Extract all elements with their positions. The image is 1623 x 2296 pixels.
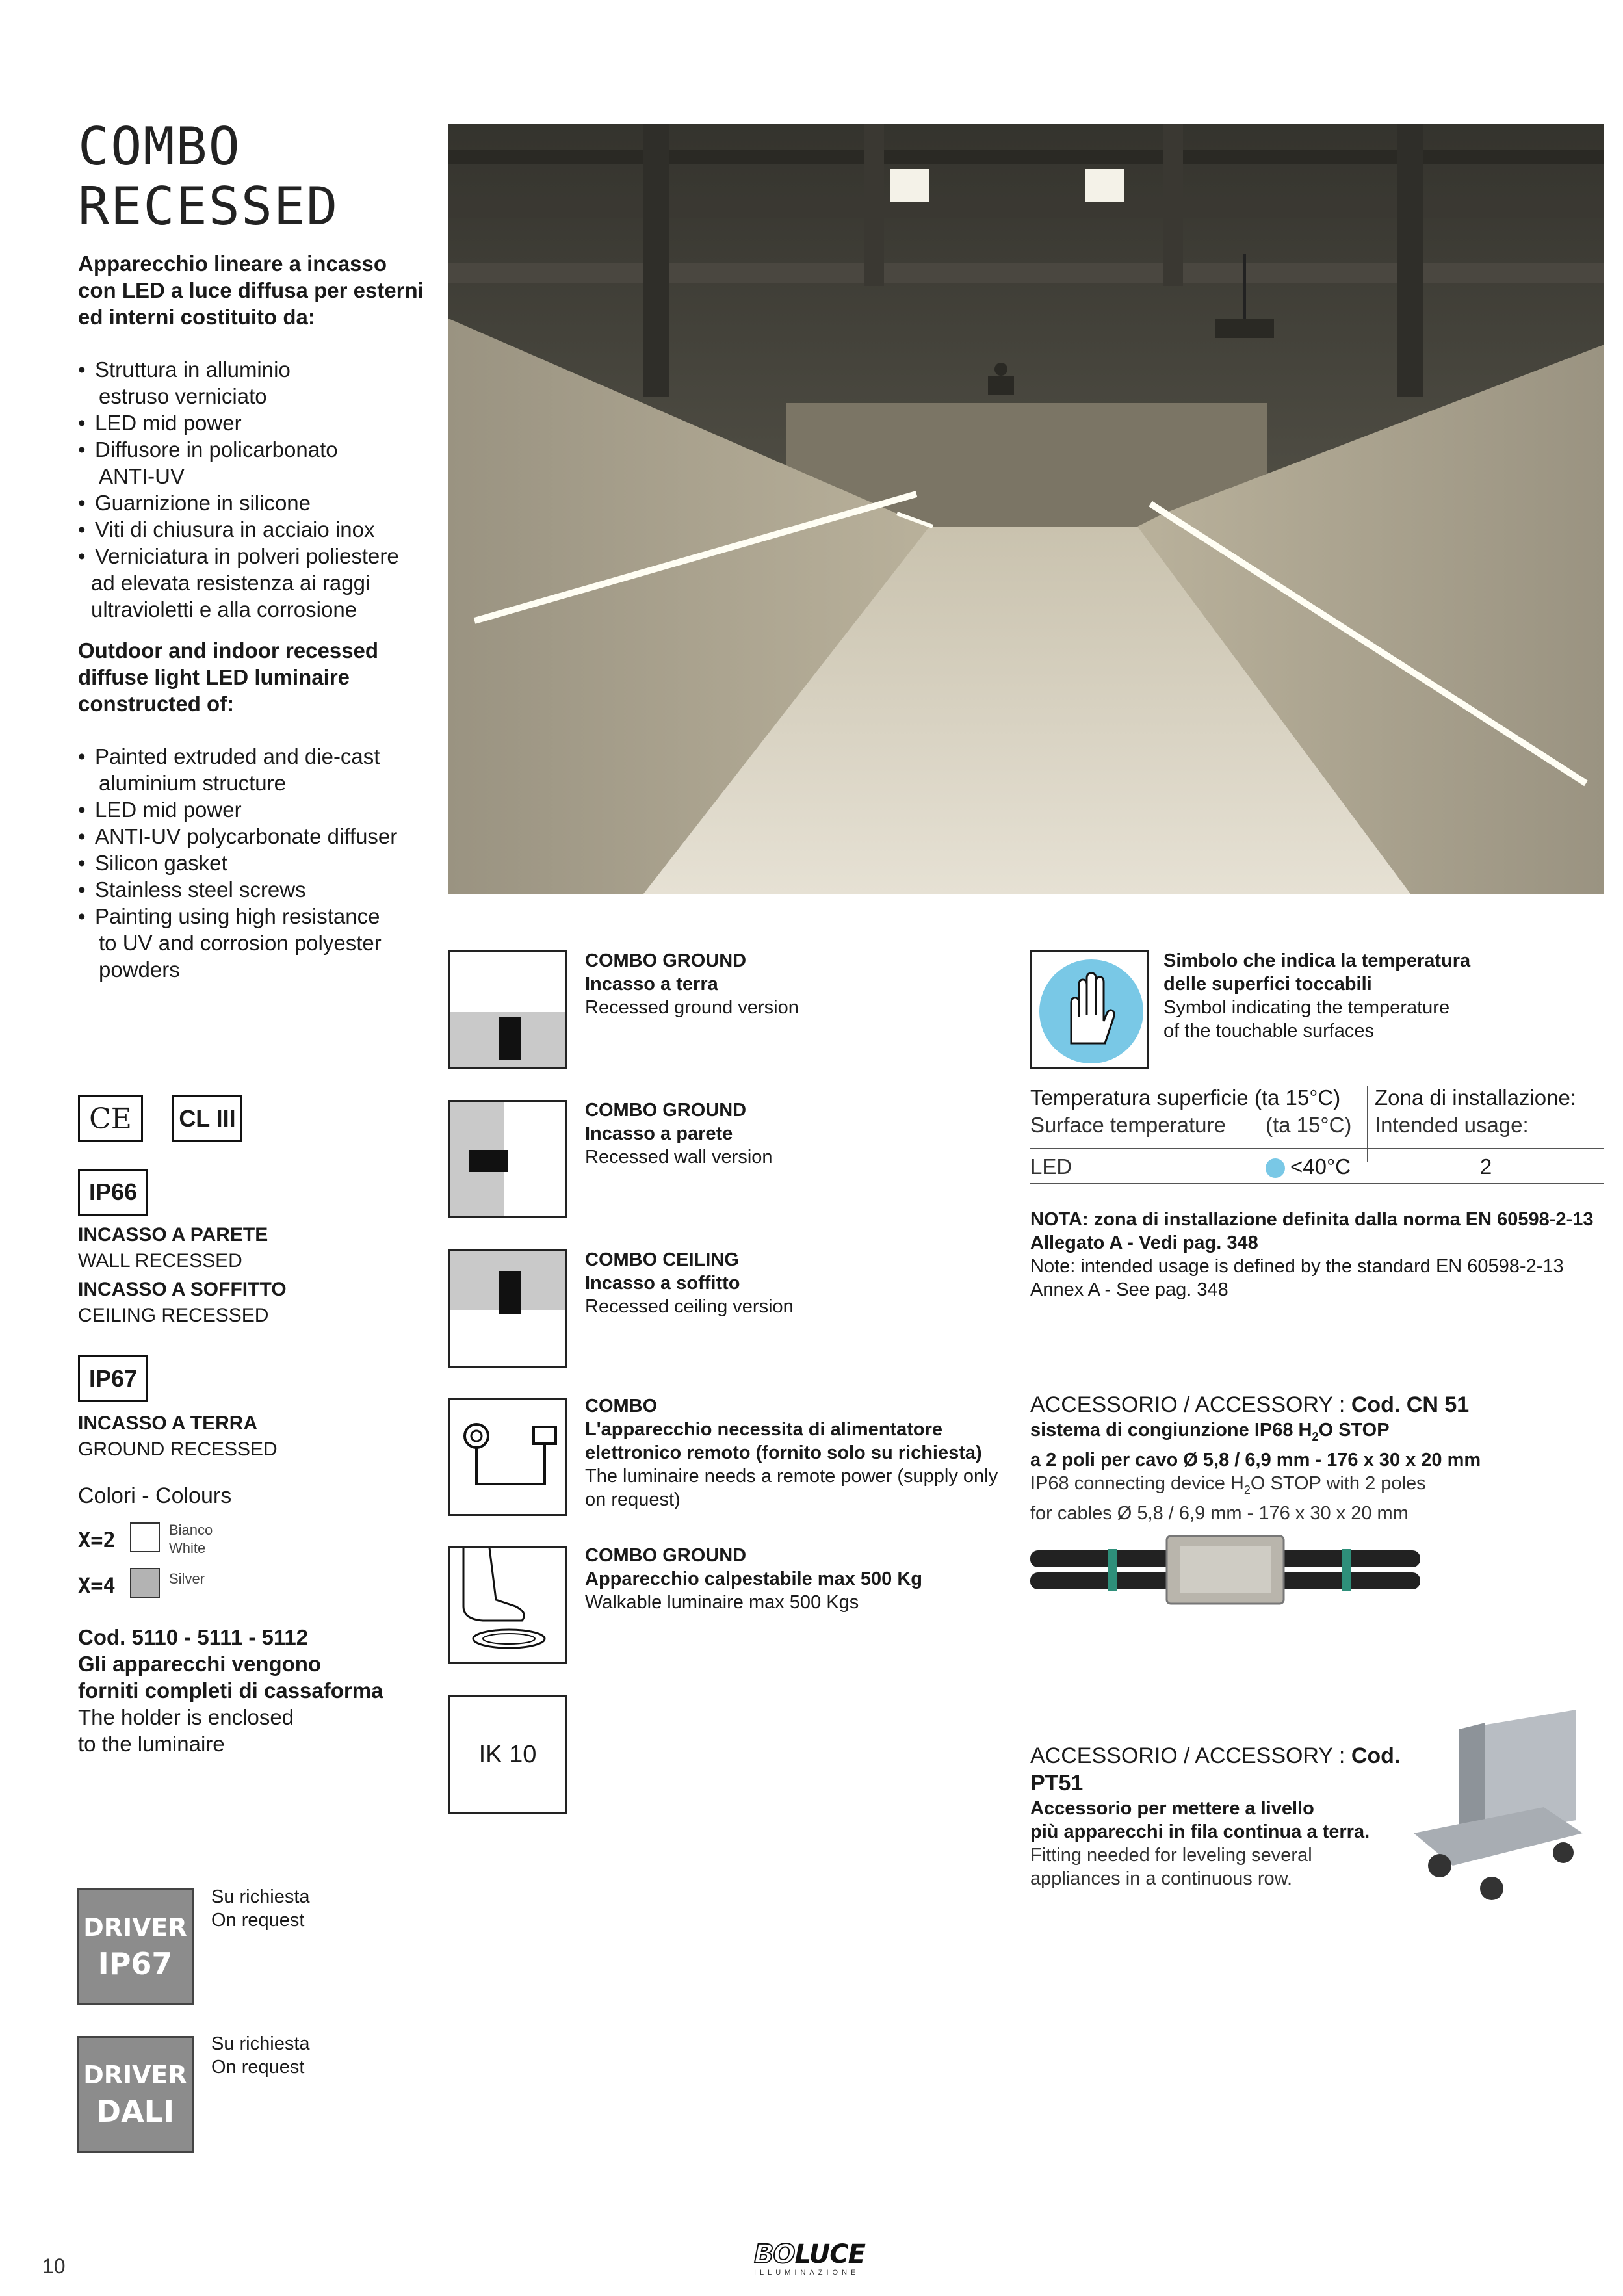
ce-mark-icon: CE (78, 1095, 143, 1142)
page-number: 10 (42, 2254, 66, 2278)
page-title: COMBO RECESSED (78, 116, 339, 237)
list-item: estruso verniciato (99, 384, 267, 408)
description-it: Apparecchio lineare a incasso con LED a luce diffusa per esterni ed interni costituito da: • Struttura in alluminio estruso verniciato • LED mid power • Diffusore in policarbonato ANTI-UV • Guarnizione in silicone • Viti di chiusura in acciaio inox • Verniciatura in polveri poliestere ad elevata resistenza ai raggi ultravioletti e alla corrosione (78, 250, 429, 623)
colours-heading: Colori - Colours (78, 1483, 232, 1508)
ground-version-icon (448, 950, 567, 1069)
version-walkable: COMBO GROUND Apparecchio calpestabile max 500 Kg Walkable luminaire max 500 Kgs (585, 1545, 922, 1613)
driver-dali-note: Su richiesta On request (211, 2033, 310, 2078)
version-ceiling: COMBO CEILING Incasso a soffitto Recessed ceiling version (585, 1249, 794, 1317)
list-item: • ANTI-UV polycarbonate diffuser (78, 823, 429, 850)
connector-photo (1030, 1531, 1420, 1609)
colour-option-white: X=2 Bianco White (78, 1522, 213, 1556)
driver-ip67-note: Su richiesta On request (211, 1886, 310, 1931)
description-en: Outdoor and indoor recessed diffuse light LED luminaire constructed of: • Painted extruded and die-cast aluminium structure • LED mid power • ANTI-UV polycarbonate diffuser • Silicon gasket • Stainless steel screws • Painting using high resistance to UV and corrosion polyester powders (78, 637, 429, 983)
ip66-badge: IP66 (78, 1169, 148, 1216)
temperature-table: Temperatura superficie (ta 15°C) Surface temperature (ta 15°C) Zona di installazione: Intended usage: LED <40°C 2 (1030, 1086, 1604, 1184)
list-item: powders (99, 958, 180, 982)
corridor-illustration (448, 124, 1604, 894)
list-item: • Silicon gasket (78, 850, 429, 876)
driver-ip67-badge: DRIVER IP67 (77, 1888, 194, 2005)
wall-version-icon (448, 1100, 567, 1218)
accessory-cn51: ACCESSORIO / ACCESSORY : Cod. CN 51 sistema di congiunzione IP68 $H_2O$ STOP a 2 poli per cavo Ø 5,8 / 6,9 mm - 176 x 30 x 20 mm IP68 connecting device $H_2O$ STOP with 2 poles for cables Ø 5,8 / 6,9 mm - 176 x 30 x 20 mm (1030, 1392, 1481, 1524)
hand-temperature-icon (1030, 950, 1149, 1069)
driver-dali-badge: DRIVER DALI (77, 2036, 194, 2153)
ip67-badge: IP67 (78, 1355, 148, 1402)
list-item: • LED mid power (78, 796, 429, 823)
walkable-foot-icon (448, 1546, 567, 1664)
ceiling-version-icon (448, 1249, 567, 1368)
colour-option-silver: X=4 Silver (78, 1567, 273, 1606)
swatch-silver (130, 1568, 160, 1598)
version-remote-driver: COMBO L'apparecchio necessita di alimentatore elettronico remoto (fornito solo su richiesta) The luminaire needs a remote power (supply only on request) (585, 1396, 998, 1510)
list-item: to UV and corrosion polyester (99, 931, 382, 955)
list-item: • Painted extruded and die-cast (78, 743, 429, 770)
features-en (78, 743, 429, 983)
list-item: • Painting using high resistance (78, 903, 429, 930)
leveling-fitting-photo (1414, 1710, 1589, 1905)
list-item: ultravioletti e alla corrosione (91, 597, 357, 621)
class-badge: CL III (172, 1095, 242, 1142)
boluce-logo: BOLUCE ILLUMINAZIONE (754, 2239, 865, 2276)
product-photo (448, 124, 1604, 894)
hand-mini-icon (1266, 1158, 1285, 1178)
temperature-symbol-desc: Simbolo che indica la temperatura delle superfici toccabili Symbol indicating the temperature of the touchable surfaces (1163, 950, 1471, 1041)
list-item: aluminium structure (99, 771, 286, 795)
table-row: LED <40°C 2 (1030, 1155, 1492, 1179)
accessory-pt51: ACCESSORIO / ACCESSORY : Cod. PT51 Accessorio per mettere a livello più apparecchi in fila continua a terra. Fitting needed for leveling several appliances in a continuous row. (1030, 1743, 1401, 1889)
list-item: ANTI-UV (99, 464, 185, 488)
remote-driver-icon (448, 1398, 567, 1516)
list-item: • Viti di chiusura in acciaio inox (78, 516, 429, 543)
list-item: • Struttura in alluminio (78, 356, 429, 383)
list-item: • Stainless steel screws (78, 876, 429, 903)
list-item: • LED mid power (78, 410, 429, 436)
list-item: • Diffusore in policarbonato (78, 436, 429, 463)
list-item: • Verniciatura in polveri poliestere (78, 543, 429, 569)
swatch-white (130, 1522, 160, 1552)
product-codes: Cod. 5110 - 5111 - 5112 Gli apparecchi vengono forniti completi di cassaforma The holder is enclosed to the luminaire (78, 1625, 383, 1756)
version-wall: COMBO GROUND Incasso a parete Recessed wall version (585, 1100, 773, 1168)
features-it (78, 356, 429, 623)
installation-note: NOTA: zona di installazione definita dalla norma EN 60598-2-13 Allegato A - Vedi pag. 348 Note: intended usage is defined by the standard EN 60598-2-13 Annex A - See pag. 348 (1030, 1209, 1594, 1300)
ik10-badge: IK 10 (448, 1695, 567, 1814)
list-item: ad elevata resistenza ai raggi (91, 571, 370, 595)
list-item: • Guarnizione in silicone (78, 489, 429, 516)
ip67-labels: INCASSO A TERRA GROUND RECESSED (78, 1413, 278, 1460)
version-ground: COMBO GROUND Incasso a terra Recessed ground version (585, 950, 799, 1018)
ip66-labels: INCASSO A PARETE WALL RECESSED INCASSO A SOFFITTO CEILING RECESSED (78, 1224, 287, 1326)
